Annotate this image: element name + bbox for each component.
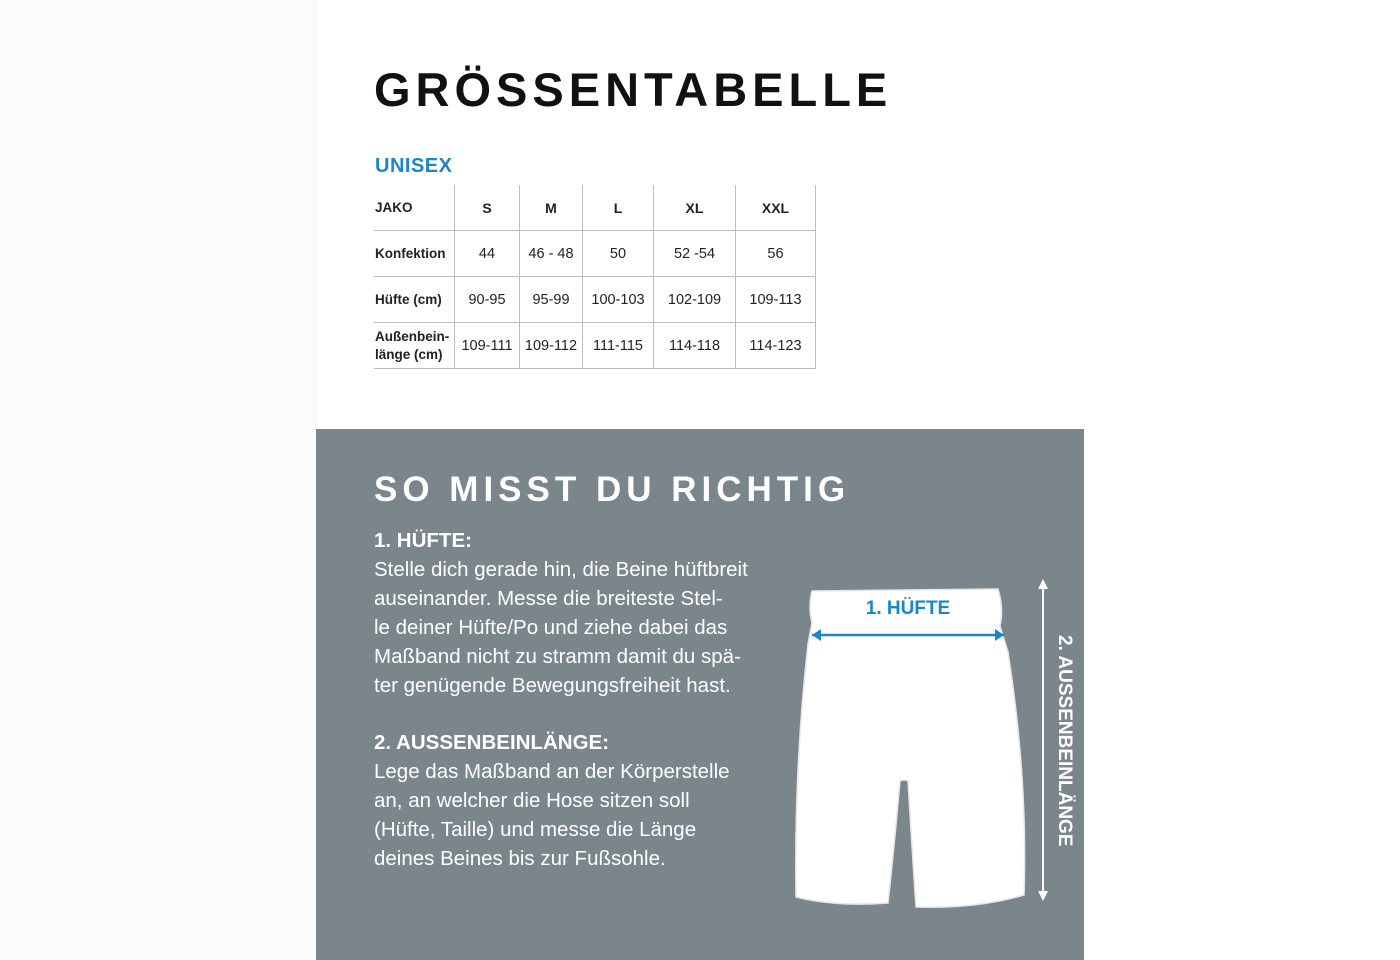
length-diagram-label: 2. AUSSENBEINLÄNGE	[1054, 635, 1075, 847]
page-title: GRÖSSENTABELLE	[374, 63, 893, 116]
left-margin-strip	[0, 0, 318, 960]
table-cell: 90-95	[455, 277, 520, 323]
row-label	[374, 323, 455, 369]
instruction-line: auseinander. Messe die breiteste Stel-	[374, 587, 723, 610]
table-header-row	[374, 185, 816, 231]
row-label-text: Konfektion	[375, 245, 446, 261]
shorts-diagram	[316, 429, 1084, 960]
instruction-line: (Hüfte, Taille) und messe die Länge	[374, 818, 697, 841]
instruction-line: le deiner Hüfte/Po und ziehe dabei das	[374, 616, 728, 639]
guide-title: SO MISST DU RICHTIG	[374, 470, 851, 509]
table-cell: 114-118	[654, 323, 736, 369]
instruction-line: deines Beines bis zur Fußsohle.	[374, 847, 666, 870]
table-cell: 100-103	[583, 277, 654, 323]
table-subtitle: UNISEX	[375, 155, 453, 177]
table-cell: 95-99	[520, 277, 583, 323]
table-cell: 56	[736, 231, 816, 277]
table-cell: 109-113	[736, 277, 816, 323]
table-row	[374, 277, 816, 323]
table-cell: 114-123	[736, 323, 816, 369]
row-label	[374, 277, 455, 323]
header-cell-xl: XL	[654, 185, 736, 231]
size-table	[374, 185, 816, 369]
table-row	[374, 323, 816, 369]
table-cell: 109-112	[520, 323, 583, 369]
header-cell-brand: JAKO	[374, 185, 455, 231]
hip-heading: 1. HÜFTE:	[374, 529, 472, 552]
table-row	[374, 231, 816, 277]
instruction-line: Lege das Maßband an der Körperstelle	[374, 760, 730, 783]
arrow-down-icon	[1038, 891, 1048, 901]
row-label-text: länge (cm)	[375, 346, 443, 362]
instruction-line: Stelle dich gerade hin, die Beine hüftbreit	[374, 558, 748, 581]
row-label	[374, 231, 455, 277]
header-cell-m: M	[520, 185, 583, 231]
hip-diagram-label: 1. HÜFTE	[865, 598, 951, 619]
table-cell: 109-111	[455, 323, 520, 369]
table-cell: 102-109	[654, 277, 736, 323]
header-cell-s: S	[455, 185, 520, 231]
table-cell: 44	[455, 231, 520, 277]
table-cell: 46 - 48	[520, 231, 583, 277]
table-cell: 52 -54	[654, 231, 736, 277]
shorts-silhouette-icon	[796, 589, 1025, 907]
table-cell: 50	[583, 231, 654, 277]
row-label-text: Hüfte (cm)	[375, 291, 442, 307]
header-cell-l: L	[583, 185, 654, 231]
instruction-line: an, an welcher die Hose sitzen soll	[374, 789, 690, 812]
arrow-up-icon	[1038, 579, 1048, 589]
instruction-line: Maßband nicht zu stramm damit du spä-	[374, 645, 741, 668]
row-label-text: Außenbein-	[375, 328, 450, 344]
instruction-line: ter genügende Bewegungsfreiheit hast.	[374, 674, 731, 697]
header-cell-xxl: XXL	[736, 185, 816, 231]
table-cell: 111-115	[583, 323, 654, 369]
length-heading: 2. AUSSENBEINLÄNGE:	[374, 731, 610, 754]
measuring-guide-panel	[316, 429, 1084, 960]
